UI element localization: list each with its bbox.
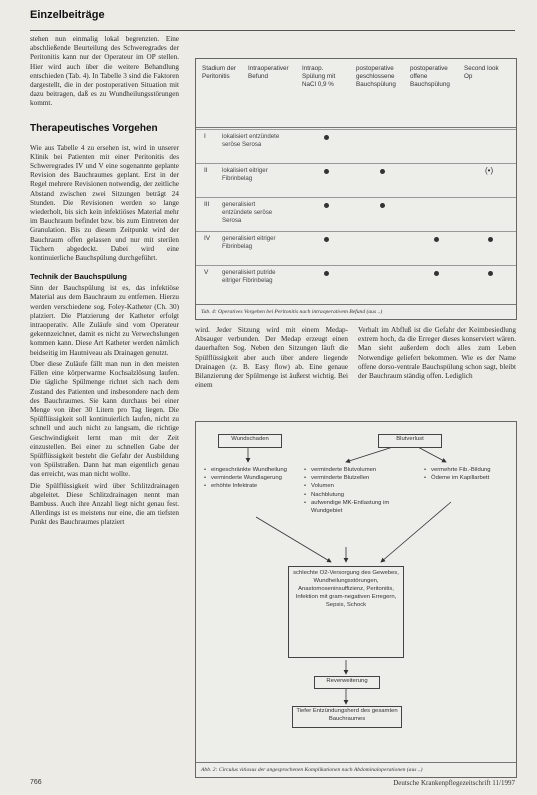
table-row-finding: generalisiert eitriger Fibrinbelag xyxy=(222,235,276,251)
diagram-list-item: • Volumen xyxy=(304,482,404,490)
diagram-list-item: • Ödeme im Kapillarbett xyxy=(424,474,509,482)
header-rule xyxy=(30,30,515,31)
table-row-stage: IV xyxy=(204,235,211,242)
node-inflammation: Tiefer Entzündungsherd des gesamten Bauchraumes xyxy=(292,706,402,728)
table-col-header: postoperative offene Bauchspülung xyxy=(410,65,450,88)
table-row-divider xyxy=(196,197,516,198)
table-mark-dot xyxy=(324,203,329,208)
journal-name: Deutsche Krankenpflegezeitschrift 11/1997 xyxy=(393,779,515,787)
table-mark-dot xyxy=(324,237,329,242)
node-blood-loss: Blutverlust xyxy=(378,434,442,448)
paragraph: stehen nun einmalig lokal begrenzten. Eine abschließende Beurteilung des Schweregrades der Peritonitis kann nur der Operateur im OP stellen. Hier wird auch über die weitere Behandlung entschieden (Tab. 4). In Tabelle 3 sind die Faktoren dargestellt, die in der postoperativen Situation mit dazu beitragen, daß es zu Wundheilungsstörungen kommt. xyxy=(30,35,179,108)
table-header xyxy=(196,59,516,128)
paragraph: Die Spülflüssigkeit wird über Schlitzdrainagen abgeleitet. Diese Schlitzdrainagen nennt man Bambuss. Auch ihre Anzahl liegt nicht genau fest. Allerdings ist es meistens nur eine, die am tiefsten Punkt des Bauchraumes platziert xyxy=(30,481,179,527)
table-mark-dot xyxy=(488,271,493,276)
list-fibrin-effects xyxy=(424,466,509,482)
diagram-list-item: • eingeschränkte Wundheilung xyxy=(204,466,299,474)
table-row-divider xyxy=(196,129,516,130)
text-column-2 xyxy=(195,326,348,399)
table-caption: Tab. 4: Operatives Vorgehen bei Peritonitis nach intraoperativem Befund (aus ..) xyxy=(196,304,516,319)
table-mark-dot xyxy=(380,169,385,174)
diagram-figure xyxy=(195,421,517,778)
diagram-list-item: • verminderte Blutvolumen xyxy=(304,466,404,474)
table-mark-optional: (•) xyxy=(485,166,494,175)
diagram-list-item: • verminderte Blutzellen xyxy=(304,474,404,482)
table-mark-dot xyxy=(434,237,439,242)
heading-therapy: Therapeutisches Vorgehen xyxy=(30,122,158,134)
table-col-header: Intraop. Spülung mit NaCl 0,9 % xyxy=(302,65,336,88)
page-number: 766 xyxy=(30,779,42,786)
text-column-3 xyxy=(358,326,516,390)
table-col-header: Stadium der Peritonitis xyxy=(202,65,236,80)
diagram-list-item: • aufwendige MK-Entlastung im Wundgebiet xyxy=(304,499,404,515)
list-wound-effects xyxy=(204,466,299,491)
section-header: Einzelbeiträge xyxy=(30,9,105,21)
table-row-divider xyxy=(196,231,516,232)
paragraph: wird. Jeder Sitzung wird mit einem Medap-Absauger verbunden. Der Medap erzeugt einen dauerhaften Sog. Neben den Sitzungen läuft die Spülflüssigkeit aber auch über andere liegende Drainagen (z. B. Easy flow) ab. Eine genaue Bilanzierung der Spülmenge ist äußerst wichtig. Bei einem xyxy=(195,326,348,390)
table-row-stage: I xyxy=(204,133,206,140)
table-row-stage: V xyxy=(204,269,209,276)
table-row-divider xyxy=(196,163,516,164)
heading-technique: Technik der Bauchspülung xyxy=(30,272,127,282)
table-col-header: postoperative geschlossene Bauchspülung xyxy=(356,65,396,88)
node-vasodilation: Reverweiterung xyxy=(314,676,380,689)
table-mark-dot xyxy=(324,271,329,276)
table-row-stage: III xyxy=(204,201,210,208)
table-mark-dot xyxy=(324,169,329,174)
node-wound-damage: Wundschaden xyxy=(218,434,282,448)
table-row-divider xyxy=(196,265,516,266)
diagram-list-item: • vermehrte Fib.-Bildung xyxy=(424,466,509,474)
table-row-finding: generalisiert putride eitriger Fibrinbelag xyxy=(222,269,276,285)
table-row-finding: lokalisiert eitriger Fibrinbelag xyxy=(222,167,268,183)
paragraph: Über diese Zuläufe fällt man nun in den meisten Fällen eine körperwarme Kochsalzlösung laufen. Die tägliche Spülmenge richtet sich nach dem Zustand des Patienten und insbesondere nach dem des Bauchraumes. Sie kann durchaus bei einer Menge von über 30 Litern pro Tag liegen. Die Spülflüssigkeit soll kontinuierlich laufen, nicht zu schnell und auch nicht zu langsam, die richtige Geschwindigkeit lernt man mit der Zeit einzustellen. Bei einer zu schnellen Gabe der Spülflüssigkeit besteht die Gefahr der Ausbildung von Spülstraßen. Dann hat man eigentlich genau das erreicht, was man nicht wollte. xyxy=(30,359,179,479)
diagram-list-item: • Nachblutung xyxy=(304,491,404,499)
diagram-caption: Abb. 2: Circulus vitiosus der angesprochenen Komplikationen nach Abdominaloperationen (aus ..) xyxy=(196,762,516,777)
list-blood-effects xyxy=(304,466,404,515)
paragraph: Verhalt im Abfluß ist die Gefahr der Keimbesiedlung extrem hoch, da die Erreger dieses konserviert wären. Man sieht außerdem doch alles zum Leben Notwendige geliefert bekommen. Wie es der Name offene dorso-ventrale Bauchspülung schon sagt, bleibt der Bauchraum ständig offen. Lediglich xyxy=(358,326,516,381)
table-figure xyxy=(195,58,517,320)
table-mark-dot xyxy=(434,271,439,276)
table-col-header: Intraoperativer Befund xyxy=(248,65,289,80)
table-mark-dot xyxy=(324,135,329,140)
table-mark-dot xyxy=(380,203,385,208)
node-complications: schlechte O2-Versorgung des Gewebes, Wundheilungsstörungen, Anastomoseninsuffizienz, Peritonitis, Infektion mit gram-negativen Erregern, Sepsis, Schock xyxy=(288,566,404,658)
table-mark-dot xyxy=(488,237,493,242)
table-row-stage: II xyxy=(204,167,208,174)
diagram-list-item: • verminderte Wundlagerung xyxy=(204,474,299,482)
table-row-finding: generalisiert entzündete seröse Serosa xyxy=(222,201,273,225)
table-row-finding: lokalisiert entzündete seröse Serosa xyxy=(222,133,280,149)
diagram-list-item: • erhöhte Infektrate xyxy=(204,482,299,490)
text-column-1 xyxy=(30,35,179,537)
table-col-header: Second look Op xyxy=(464,65,499,80)
paragraph: Wie aus Tabelle 4 zu ersehen ist, wird in unserer Klinik bei Patienten mit einer Peritonitis des Schweregrades IV und V eine sogenannte geplante Revision des Bauchraumes geplant. Erst in der Regel mehrere Revisionen notwendig, der zeitliche Abstand zwischen zwei Sitzungen beträgt 24 Stunden. Die Revisionen werden so lange wiederholt, bis sich kein infektiöses Material mehr im Bauchraum befindet bzw. bis zum Eintreten der Granulation. Bis zu diesem Zeitpunkt wird der Bauchraum offen gelassen und nur mit sterilen Tüchern abgedeckt. Dabei wird eine kontinuierliche Bauchspülung durchgeführt. xyxy=(30,143,179,263)
paragraph: Sinn der Bauchspülung ist es, das infektiöse Material aus dem Bauchraum zu entfernen. Hierzu werden verschiedene sog. Foley-Katheter (Ch. 30) platziert. Die Platzierung der Katheter erfolgt intraoperativ. Alle Zuläufe sind vom Operateur gekennzeichnet, damit es nicht zu Verwechslungen kommen kann. Diese Art Katheter werden nämlich beidseitig im Hautniveau als Drainagen genutzt. xyxy=(30,284,179,357)
